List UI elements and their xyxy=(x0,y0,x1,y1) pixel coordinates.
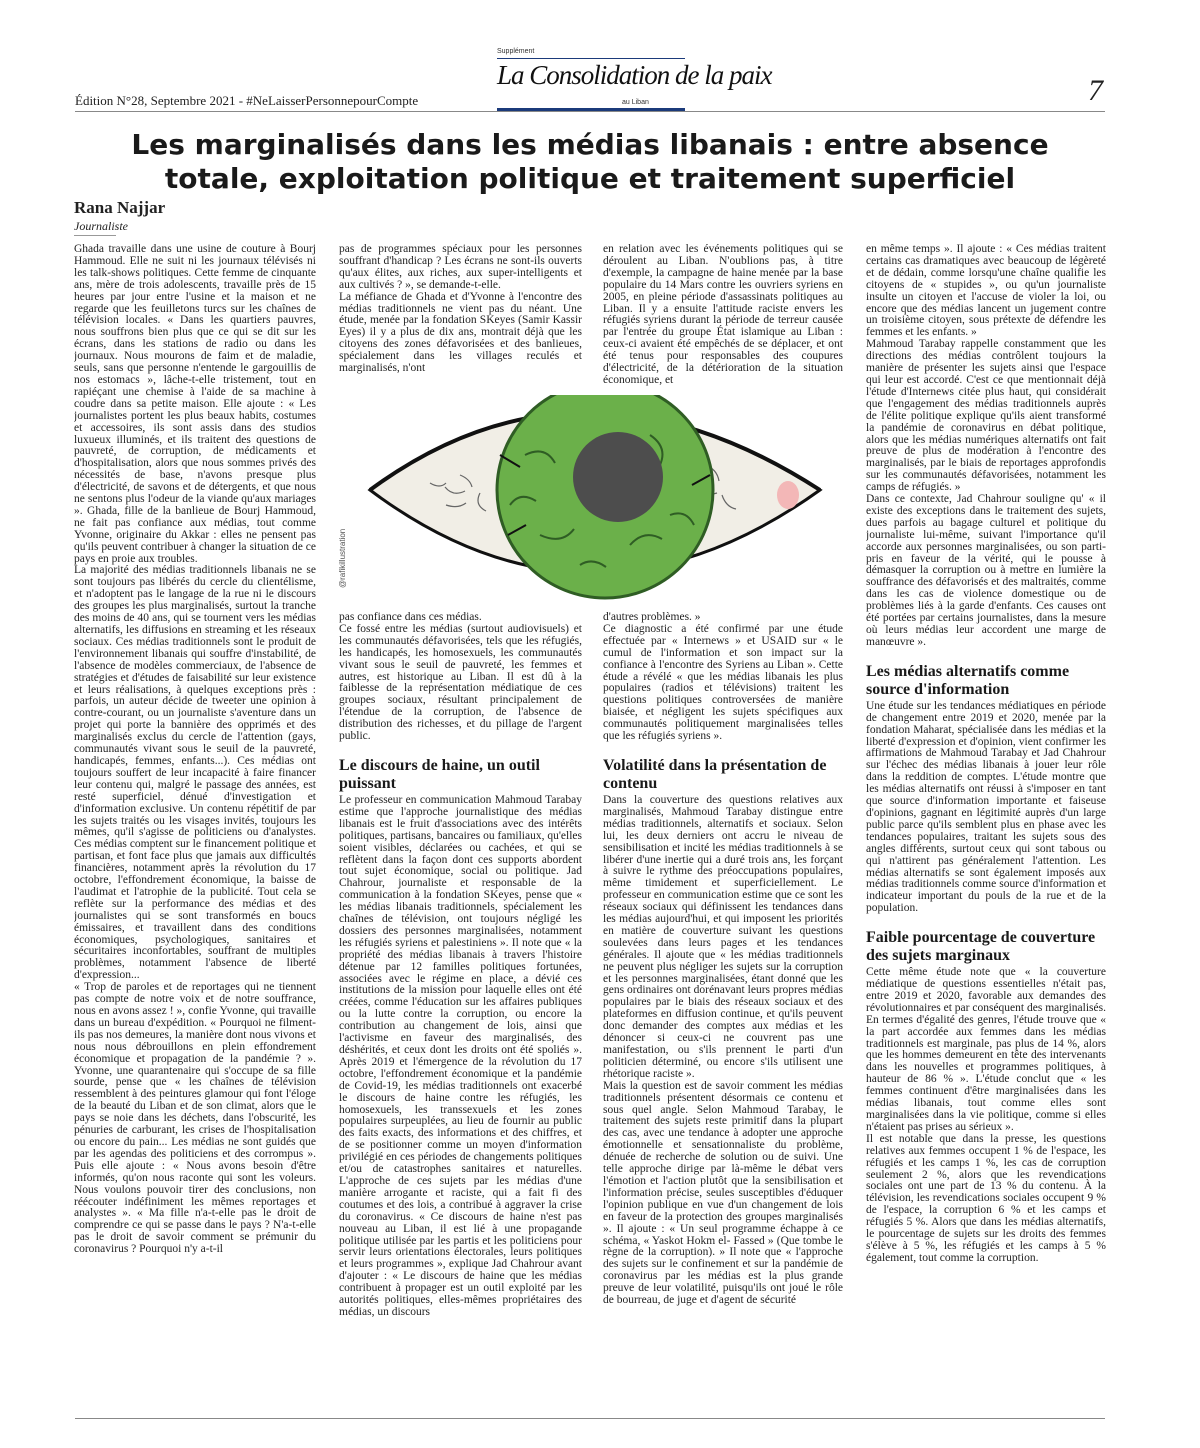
paragraph: « Trop de paroles et de reportages qui ne tiennent pas compte de notre voix et de notre souffrance, nous en avons assez ! », confie Yvonne, qui travaille dans un bureau d'expédition. « Pourquoi ne filment-ils pas nos demeures, la manière dont nous vivons et nous nous débrouillons en plein effondrement économique et propagation de la pandémie ? ». Yvonne, une quarantenaire qui s'occupe de sa fille sourde, pense que « les chaînes de télévision ressemblent à des peintures glamour qui font l'éloge de la beauté du Liban et de son climat, alors que le pays se noie dans les déchets, dans l'obscurité, les pénuries de carburant, les crises de l'hospitalisation ou encore du pain... Les médias ne sont guidés que par les agendas des politiciens et des corrompus ». Puis elle ajoute : « Nous avons besoin d'être informés, qu'on nous raconte qui sont les voleurs. Nous voulons pouvoir tirer des conclusions, non réécouter indéfiniment les mêmes reportages et analystes ». « Ma fille n'a-t-elle pas le droit de comprendre ce qui se passe dans le pays ? N'a-t-elle pas le droit de savoir comment se prémunir du coronavirus ? Pourquoi n'y a-t-il xyxy=(74,981,316,1256)
illustration-credit: @rafikillustration xyxy=(338,528,347,588)
paragraph: Ce fossé entre les médias (surtout audiovisuels) et les communautés défavorisées, tels que les réfugiés, les handicapés, les homosexuels, les communautés vivant sous le seuil de pauvreté, les femmes et autres, est historique au Liban. Il est dû à la faiblesse de la représentation médiatique de ces groupes sociaux, résultant principalement de l'étendue de la corruption, de l'absence de distribution des richesses, et du pillage de l'argent public. xyxy=(339,622,582,743)
eye-illustration xyxy=(350,395,850,607)
paragraph: pas de programmes spéciaux pour les personnes souffrant d'handicap ? Les écrans ne sont-ils ouverts qu'aux élites, aux riches, aux super-intelligents et aux cultivés ? », se demande-t-elle. xyxy=(339,244,582,291)
author-rule xyxy=(74,235,116,236)
masthead-supplement: Supplément xyxy=(497,48,535,55)
tear-duct xyxy=(777,481,799,509)
paragraph: Une étude sur les tendances médiatiques en période de changement entre 2019 et 2020, menée par la fondation Maharat, spécialisée dans les médias et la liberté d'expression et d'opinion, vient confirmer les affirmations de Mahmoud Tarabay et Jad Chahrour sur l'échec des médias libanais à jouer leur rôle dans la reddition de comptes. L'étude montre que les médias alternatifs ont réussi à s'imposer en tant que source d'information importante et faiseuse d'opinions, gagnant en légitimité auprès d'un large public parce qu'ils semblent plus en phase avec les tendances populaires, traitant les sujets sous des angles différents, surtout ceux qui sont tabous ou qui n'attirent pas généralement l'attention. Les médias alternatifs se sont également imposés aux médias traditionnels comme source d'information et indicateur important du pouls de la rue et de la population. xyxy=(866,699,1106,915)
column-2-bottom xyxy=(339,612,582,1414)
paragraph: Il est notable que dans la presse, les questions relatives aux femmes occupent 1 % de l'espace, les réfugiés et les camps 1 %, les cas de corruption seulement 2 %, alors que les revendications sociales ont une part de 13 % du contenu. À la télévision, les revendications sociales occupent 9 % de l'espace, la corruption 6 % et les camps et réfugiés 5 %. Alors que dans les médias alternatifs, le pourcentage de sujets sur les droits des femmes s'élève à 5 %, les réfugiés et les camps à 5 % également, tout comme la corruption. xyxy=(866,1132,1106,1264)
author-role: Journaliste xyxy=(74,219,128,233)
paragraph: en relation avec les événements politiques qui se déroulent au Liban. N'oublions pas, à titre d'exemple, la campagne de haine menée par la base populaire du 14 Mars contre les ouvriers syriens en 2005, en pleine période d'assassinats politiques au Liban. Il y a ensuite l'attitude raciste envers les réfugiés syriens durant la période de terreur causée par l'entrée du groupe État islamique au Liban : ceux-ci avaient été empêchés de se déplacer, et ont été tenus pour responsables des coupures d'électricité, de la détérioration de la situation économique, et xyxy=(603,244,843,386)
column-3-bottom xyxy=(603,612,843,1414)
subheading: Les médias alternatifs comme source d'information xyxy=(866,662,1070,698)
pupil xyxy=(573,432,663,522)
paragraph: Ce diagnostic a été confirmé par une étude effectuée par « Internews » et USAID sur « le cumul de l'information et son impact sur la confiance à l'encontre des Syriens au Liban ». Cette étude a révélé « que les médias libanais les plus populaires (radios et télévisions) traitent les questions politiques controversées de manière biaisée, et négligent les sujets spécifiques aux communautés politiquement marginalisées telles que les réfugiés syriens ». xyxy=(603,622,843,743)
edition-line: Édition N°28, Septembre 2021 - #NeLaisserPersonnepourCompte xyxy=(75,93,419,108)
masthead-rule xyxy=(497,58,685,59)
paragraph: Dans la couverture des questions relatives aux marginalisés, Mahmoud Tarabay distingue entre médias traditionnels, alternatifs et sociaux. Selon lui, les deux derniers ont accru le niveau de sensibilisation et incité les médias traditionnels à se libérer d'une inertie qui a duré trois ans, les forçant à suivre le rythme des préoccupations populaires, même timidement et superficiellement. Le professeur en communication estime que ce sont les réseaux sociaux qui définissent les tendances dans les médias aujourd'hui, et qui imposent les priorités en matière de couverture suivant les questions soulevées dans leurs pages et les tendances générales. Il ajoute que « les médias traditionnels ne peuvent plus négliger les sujets sur la corruption et les personnes marginalisées, étant donné que les gens ordinaires ont dorénavant leurs propres médias populaires par le biais des réseaux sociaux et des plateformes en diffusion continue, et qu'ils peuvent donc demander des comptes aux médias et les dénoncer si ceux-ci ne couvrent pas une manifestation, ou s'ils prennent le parti d'un politicien déterminé, ou encore s'ils utilisent une rhétorique raciste ». xyxy=(603,793,843,1080)
paragraph: Ghada travaille dans une usine de couture à Bourj Hammoud. Elle ne suit ni les journaux télévisés ni les talk-shows politiques. Cette femme de cinquante ans, mère de trois adolescents, travaille près de 15 heures par jour entre l'usine et la maison et ne regarde que les feuilletons turcs sur les chaînes de télévision locales. « Dans les quartiers pauvres, nous souffrons bien plus que ce qui se dit sur les écrans, dans les stations de radio ou dans les journaux. Nous mourons de faim et de maladie, seuls, sans que personne n'entende le gargouillis de nos estomacs », lâche-t-elle tristement, tout en rapiéçant une chemise à l'aide de sa machine à coudre dans sa petite maison. Elle ajoute : « Les journalistes portent les plus beaux habits, costumes et accessoires, ils sont assis dans des studios luxueux illuminés, et ils traitent des questions de pauvreté, de corruption, de médicaments et d'hospitalisation, alors que nous sommes privés des nécessités de base, n'avons presque plus d'électricité, de savons et de détergents, et que nous ne sentons plus l'odeur de la viande qu'aux mariages ». Ghada, fille de la banlieue de Bourj Hammoud, ne fait pas confiance aux médias, tout comme Yvonne, originaire du Akkar : elles ne pensent pas qu'ils peuvent contribuer à changer la situation de ce pays en proie aux troubles. xyxy=(74,244,316,565)
subheading: Faible pourcentage de couverture des sujets marginaux xyxy=(866,929,1096,965)
paragraph: Dans ce contexte, Jad Chahrour souligne qu' « il existe des exceptions dans le traitement des sujets, dues parfois au bagage culturel et politique du journaliste lui-même, suivant l'importance qu'il accorde aux personnes marginalisées, ou son parti-pris en faveur de la vérité, qui le pousse à démasquer la corruption ou à mettre en lumière la souffrance des défavorisés et des maltraités, comme dans les cas de violence domestique ou de problèmes liés à la garde d'enfants. Ces causes ont été portées par certains journalistes, dans la mesure où leurs médias leur accordent une marge de manœuvre ». xyxy=(866,493,1106,648)
top-rule xyxy=(75,111,1105,112)
masthead-subtitle: au Liban xyxy=(622,99,649,106)
author-name: Rana Najjar xyxy=(74,198,166,217)
column-3-top xyxy=(603,244,843,394)
page-number: 7 xyxy=(1088,74,1103,107)
paragraph: Mahmoud Tarabay rappelle constamment que les directions des médias contrôlent toujours la manière de présenter les sujets ainsi que l'espace qui leur est accordé. C'est ce que mentionnait déjà l'étude d'Internews citée plus haut, qui considérait que l'engagement des médias traditionnels auprès de l'élite politique explique qu'ils aient transformé la pandémie de coronavirus en débat politique, alors que les médias numériques alternatifs ont fait preuve de plus de modération à l'encontre des marginalisés, par le biais de reportages approfondis sur les communautés défavorisées, notamment les camps de réfugiés. » xyxy=(866,338,1106,494)
paragraph: Cette même étude note que « la couverture médiatique de questions essentielles n'était pas, entre 2019 et 2020, favorable aux demandes des révolutionnaires et par conséquent des marginalisés. En termes d'égalité des genres, l'étude trouve que « la part accordée aux femmes dans les médias traditionnels est marginale, pas plus de 14 %, alors que les hommes demeurent en tête des intervenants dans les nouvelles et programmes politiques, à hauteur de 86 % ». L'étude conclut que « les femmes continuent d'être marginalisées dans les médias libanais, tout comme elles sont marginalisées dans la vie politique, comme si elles n'étaient pas prises au sérieux ». xyxy=(866,966,1106,1133)
paragraph: La majorité des médias traditionnels libanais ne se sont toujours pas libérés du cercle du clientélisme, et n'adoptent pas le langage de la rue ni le discours des groupes les plus marginalisés, surtout la tranche des moins de 40 ans, qui se tournent vers les médias alternatifs, les diffusions en streaming et les réseaux sociaux. Ces médias traditionnels sont le produit de l'environnement libanais qui souffre d'instabilité, de l'absence de modèles commerciaux, de l'absence de stratégies et d'études de faisabilité sur leur existence et leurs réalisations, à quelques exceptions près : parfois, un auteur décide de tweeter une opinion à contre-courant, ou un journaliste s'aventure dans un projet qui porte la bannière des opprimés et des marginalisés exclus du cercle de l'attention (gays, communautés vivant sous le seuil de la pauvreté, handicapés, femmes, enfants...). Ces médias ont toujours souffert de leur incapacité à faire financer leur contenu qui, malgré le passage des années, est resté superficiel, dénué d'investigation et d'information exclusive. Un contenu répétitif de par les sujets traités ou les visages invités, toujours les mêmes, qu'il s'agisse de politiciens ou d'analystes. Ces médias comptent sur le financement politique et partisan, et font face plus que jamais aux difficultés financières, notamment après la révolution du 17 octobre, l'effondrement économique, la baisse de l'audimat et l'atrophie de la publicité. Tout cela se reflète sur la performance des médias et des journalistes qui se sont transformés en boucs émissaires, et travaillent dans des conditions économiques, psychologiques, sanitaires et sécuritaires inconfortables, souffrant de multiples problèmes, notamment l'absence de liberté d'expression... xyxy=(74,564,316,982)
paragraph: Mais la question est de savoir comment les médias traditionnels présentent désormais ce contenu et sous quel angle. Selon Mahmoud Tarabay, le traitement des sujets reste primitif dans la plupart des cas, avec une tendance à adopter une approche émotionnelle et sensationnaliste du problème, dénuée de recherche de solution ou de suivi. Une telle approche dirige par là-même le débat vers l'émotion et l'action plutôt que la sensibilisation et l'information précise, seules susceptibles d'éduquer l'opinion publique en vue d'un changement de lois en faveur de la protection des groupes marginalisés ». Il ajoute : « Un seul programme échappe à ce schéma, « Yaskot Hokm el- Fassed » (Que tombe le règne de la corruption). » Il note que « l'approche des sujets sur le confinement et sur la pandémie de coronavirus par les médias est la plus grande preuve de leur volatilité, puisqu'ils ont joué le rôle de bourreau, de juge et d'agent de sécurité xyxy=(603,1079,843,1307)
article-headline: Les marginalisés dans les médias libanais : entre absence totale, exploitation politique et traitement superficiel xyxy=(131,128,1049,195)
paragraph: en même temps ». Il ajoute : « Ces médias traitent certains cas dramatiques avec beaucoup de légèreté et de dédain, comme lorsqu'une chaîne qualifie les citoyens de « stupides », ou qu'un journaliste insulte un citoyen et l'accuse de violer la loi, ou encore que des médias lancent un jugement contre un troisième citoyen, sous prétexte de défendre les femmes et les enfants. » xyxy=(866,244,1106,339)
column-1 xyxy=(74,244,316,1414)
masthead-title: La Consolidation de la paix xyxy=(497,60,772,90)
subheading: Volatilité dans la présentation de contenu xyxy=(603,756,827,792)
column-2-top xyxy=(339,244,582,394)
paragraph: La méfiance de Ghada et d'Yvonne à l'encontre des médias traditionnels ne vient pas du néant. Une étude, menée par la fondation SKeyes (Samir Kassir Eyes) il y a plus de dix ans, montrait déjà que les citoyens des zones défavorisées et des banlieues, spécialement dans les villages reculés et marginalisés, n'ont xyxy=(339,290,582,375)
paragraph: Le professeur en communication Mahmoud Tarabay estime que l'approche journalistique des médias libanais est le fruit d'associations avec des intérêts politiques, partisans, bancaires ou familiaux, qu'elles soient visibles, déclarées ou cachées, et qui se reflètent dans la façon dont ces supports abordent tout sujet économique, social ou politique. Jad Chahrour, journaliste et responsable de la communication à la fondation SKeyes, pense que « les médias libanais traditionnels, spécialement les chaînes de télévision, ont toujours négligé les dossiers des personnes marginalisées, notamment les réfugiés syriens et palestiniens ». Il note que « la propriété des médias libanais à travers l'histoire détenue par 12 familles politiques fortunées, associées avec le régime en place, a dévié ces institutions de la mission pour laquelle elles ont été créées, comme l'éducation sur les affaires publiques ou la lutte contre la corruption, ou encore la contribution au changement de lois, ainsi que l'activisme en faveur des marginalisés, des déshérités, et ceux dont les droits ont été spoliés ». Après 2019 et l'émergence de la révolution du 17 octobre, l'effondrement économique et la pandémie de Covid-19, les médias traditionnels ont exacerbé le discours de haine contre les réfugiés, les homosexuels, les transsexuels et les zones populaires surpeuplées, au lieu de fournir au public des faits exacts, des informations et des chiffres, et de se positionner comme un moyen d'information privilégié en ces périodes de changements politiques et/ou de catastrophes sanitaires et naturelles. L'approche de ces sujets par les médias d'une manière arrogante et raciste, qui a fait fi des coutumes et des lois, a contribué à aggraver la crise du coronavirus. « Ce discours de haine n'est pas nouveau au Liban, il est lié à une propagande politique utilisée par les partis et les politiciens pour servir leurs orientations électorales, leurs politiques et leurs programmes », explique Jad Chahrour avant d'ajouter : « Le discours de haine que les médias contribuent à propager est un outil exploité par les autorités politiques, elles-mêmes propriétaires des médias, un discours xyxy=(339,793,582,1318)
paragraph: pas confiance dans ces médias. xyxy=(339,612,482,623)
bottom-rule xyxy=(75,1418,1105,1419)
column-4 xyxy=(866,244,1106,1414)
subheading: Le discours de haine, un outil puissant xyxy=(339,756,540,792)
paragraph: d'autres problèmes. » xyxy=(603,612,701,623)
